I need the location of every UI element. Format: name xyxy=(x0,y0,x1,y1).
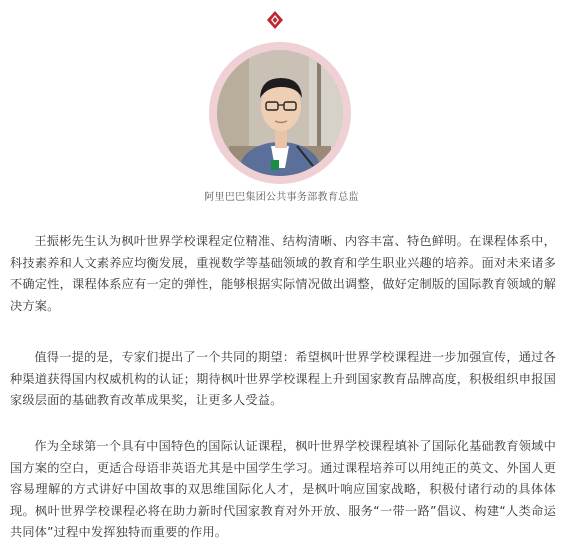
article-paragraph: 作为全球第一个具有中国特色的国际认证课程，枫叶世界学校课程填补了国际化基础教育领域中国方案的空白，更适合母语非英语尤其是中国学生学习。通过课程培养可以用纯正的英文、外国人更容易理解的方式讲好中国故事的双思维国际化人才，是枫叶响应国家战略，积极付诸行动的具体体现。枫叶世界学校课程必将在助力新时代国家教育对外开放、服务“一带一路”倡议、构建“人类命运共同体”过程中发挥独特而重要的作用。 xyxy=(10,439,556,539)
portrait-caption: 阿里巴巴集团公共事务部教育总监 xyxy=(204,192,359,203)
article-paragraph: 王振彬先生认为枫叶世界学校课程定位精准、结构清晰、内容丰富、特色鲜明。在课程体系中，科技素养和人文素养应均衡发展，重视数学等基础领域的教育和学生职业兴趣的培养。面对未来诸多不确定性，课程体系应有一定的弹性，能够根据实际情况做出调整，做好定制版的国际教育领域的解决方案。 xyxy=(10,234,556,313)
article-paragraph: 值得一提的是，专家们提出了一个共同的期望：希望枫叶世界学校课程进一步加强宣传，通过各种渠道获得国内权威机构的认证；期待枫叶世界学校课程上升到国家教育品牌高度，积极组织申报国家级层面的基础教育改革成果奖，让更多人受益。 xyxy=(10,350,556,407)
diamond-ornament-icon xyxy=(266,10,284,30)
speaker-portrait xyxy=(209,42,351,184)
